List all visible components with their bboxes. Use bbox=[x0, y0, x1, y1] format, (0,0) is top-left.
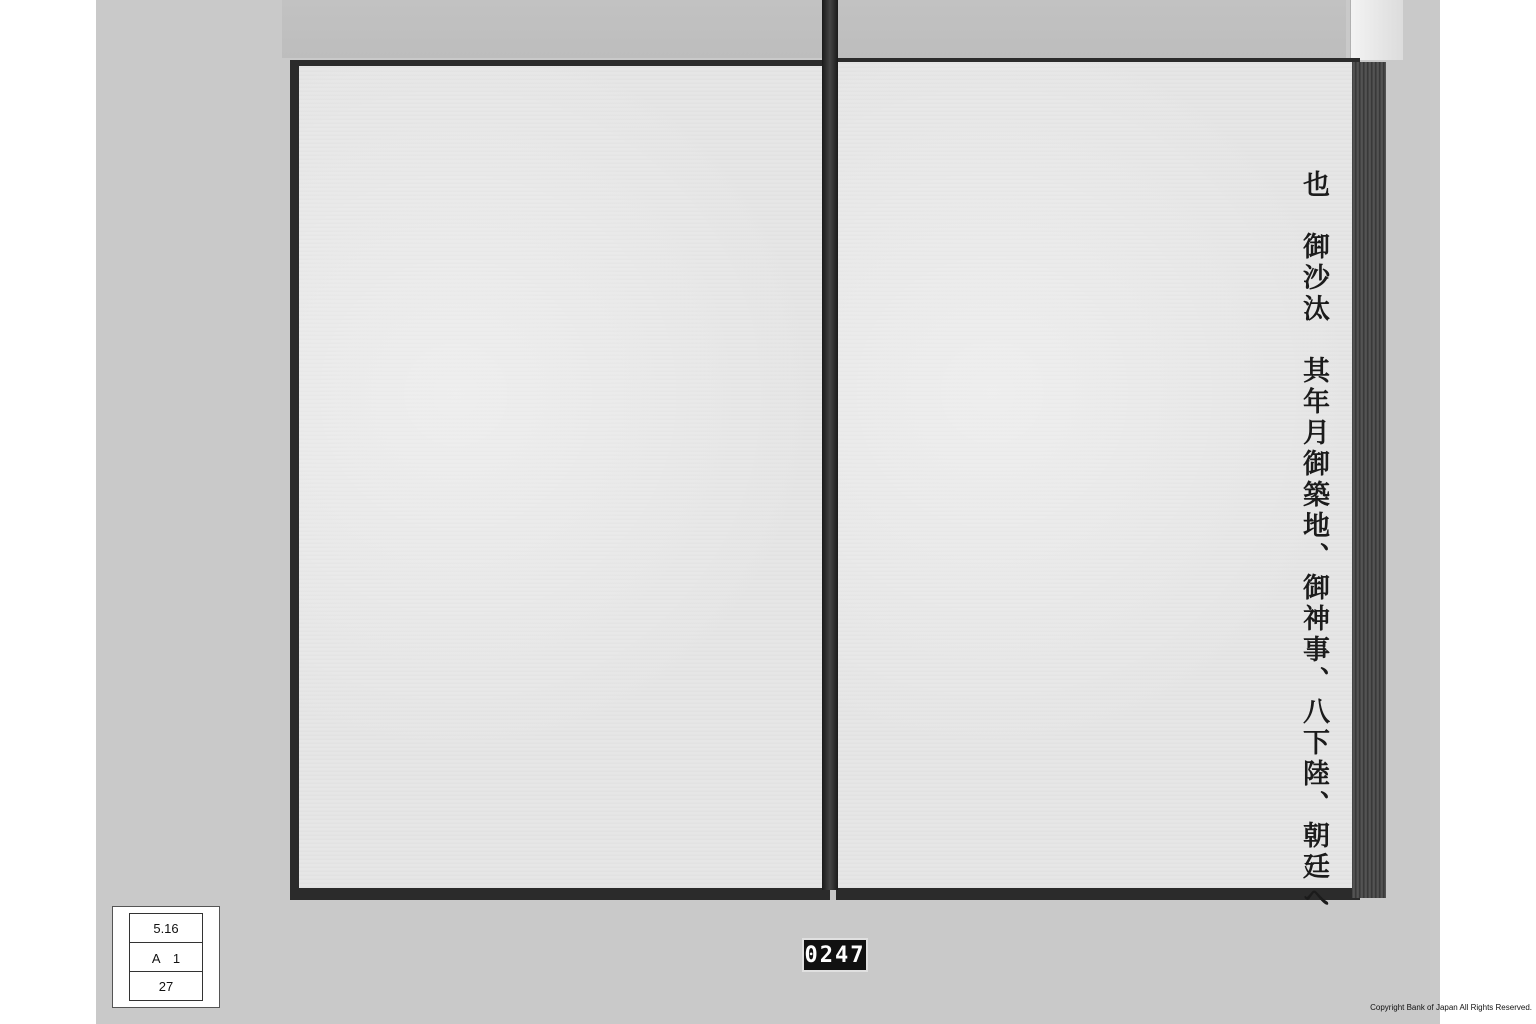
book-spine bbox=[822, 0, 838, 890]
top-edge bbox=[1350, 0, 1403, 60]
catalog-label-row: A 1 bbox=[130, 943, 202, 972]
catalog-label-row: 5.16 bbox=[130, 914, 202, 943]
left-page bbox=[299, 66, 822, 888]
right-page bbox=[838, 62, 1352, 914]
book-top-right bbox=[836, 0, 1346, 58]
page-stack bbox=[1352, 62, 1386, 898]
copyright-notice: Copyright Bank of Japan All Rights Reserved. bbox=[1370, 1003, 1532, 1012]
right-col-1: 也 御沙汰 其年月御築地、御神事、八下陸、朝廷へ bbox=[1298, 170, 1329, 914]
catalog-label bbox=[112, 906, 220, 1008]
book-top-left bbox=[282, 0, 822, 58]
frame-number: 0247 bbox=[802, 938, 868, 972]
catalog-label-row: 27 bbox=[158, 978, 174, 994]
catalog-label-table bbox=[129, 913, 203, 1001]
